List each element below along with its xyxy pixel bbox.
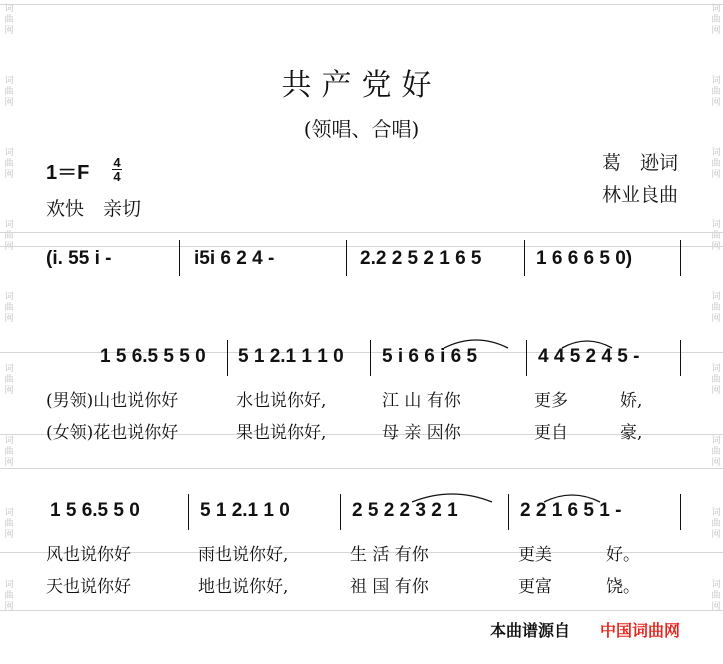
lyric: 豪, (620, 423, 643, 443)
lyric: 娇, (620, 391, 643, 411)
measure: i5i 6 2 4 - (194, 248, 275, 269)
left-watermark: 词 曲 网 (4, 148, 14, 180)
source-site-link[interactable]: 中国词曲网 (600, 623, 681, 640)
lyric: 好。 (606, 545, 640, 565)
lyric: 更自 (534, 423, 568, 443)
measure: (i. 55 i - (46, 248, 112, 269)
time-signature (112, 156, 122, 183)
lyric: 母 亲 因你 (382, 423, 461, 443)
measure: 4 4 5 2 4 5 - (538, 346, 640, 367)
lyric: 水也说你好, (236, 391, 327, 411)
lyric: 地也说你好, (198, 577, 289, 597)
left-watermark: 词 曲 网 (4, 436, 14, 468)
lyric: (男领)山也说你好 (46, 391, 179, 411)
measure: 1 5 6.5 5 0 (50, 500, 140, 521)
lyric: 饶。 (606, 577, 640, 597)
lyric: 更多 (534, 391, 568, 411)
left-watermark: 词 曲 网 (4, 220, 14, 252)
tempo-marking: 欢快 亲切 (46, 198, 142, 220)
left-watermark: 词 曲 网 (4, 292, 14, 324)
lyric: 更美 (518, 545, 552, 565)
lyric: 祖 国 有你 (350, 577, 429, 597)
lyric: 风也说你好 (46, 545, 131, 565)
composer-credit: 林业良曲 (602, 184, 679, 206)
right-watermark: 词 曲 网 (711, 508, 721, 540)
right-watermark: 词 曲 网 (711, 580, 721, 612)
right-watermark: 词 曲 网 (711, 220, 721, 252)
song-subtitle: (领唱、合唱) (303, 117, 420, 141)
left-watermark: 词 曲 网 (4, 4, 14, 36)
measure: 2 5 2 2 3 2 1 (352, 500, 458, 521)
lyric: 果也说你好, (236, 423, 327, 443)
lyricist-credit: 葛 逊词 (602, 152, 679, 174)
left-watermark: 词 曲 网 (4, 508, 14, 540)
measure: 5 i 6 6 i 6 5 (382, 346, 478, 367)
left-watermark: 词 曲 网 (4, 364, 14, 396)
source-label: 本曲谱源自 (490, 623, 571, 640)
lyric: (女领)花也说你好 (46, 423, 179, 443)
measure: 5 1 2.1 1 0 (200, 500, 290, 521)
right-watermark: 词 曲 网 (711, 76, 721, 108)
time-denominator: 4 (113, 169, 121, 184)
lyric: 雨也说你好, (198, 545, 289, 565)
right-watermark: 词 曲 网 (711, 292, 721, 324)
right-watermark: 词 曲 网 (711, 4, 721, 36)
time-numerator: 4 (113, 155, 121, 170)
lyric: 生 活 有你 (350, 545, 429, 565)
lyric: 天也说你好 (46, 577, 131, 597)
measure: 5 1 2.1 1 1 0 (238, 346, 344, 367)
key-signature: 1＝F (46, 162, 90, 184)
song-title: 共产党好 (281, 68, 442, 103)
right-watermark: 词 曲 网 (711, 364, 721, 396)
measure: 1 6 6 6 5 0) (536, 248, 633, 269)
lyric: 更富 (518, 577, 552, 597)
measure: 1 5 6.5 5 5 0 (100, 346, 206, 367)
right-watermark: 词 曲 网 (711, 436, 721, 468)
left-watermark: 词 曲 网 (4, 580, 14, 612)
right-watermark: 词 曲 网 (711, 148, 721, 180)
measure: 2 2 1 6 5 1 - (520, 500, 622, 521)
lyric: 江 山 有你 (382, 391, 461, 411)
left-watermark: 词 曲 网 (4, 76, 14, 108)
measure: 2.2 2 5 2 1 6 5 (360, 248, 482, 269)
